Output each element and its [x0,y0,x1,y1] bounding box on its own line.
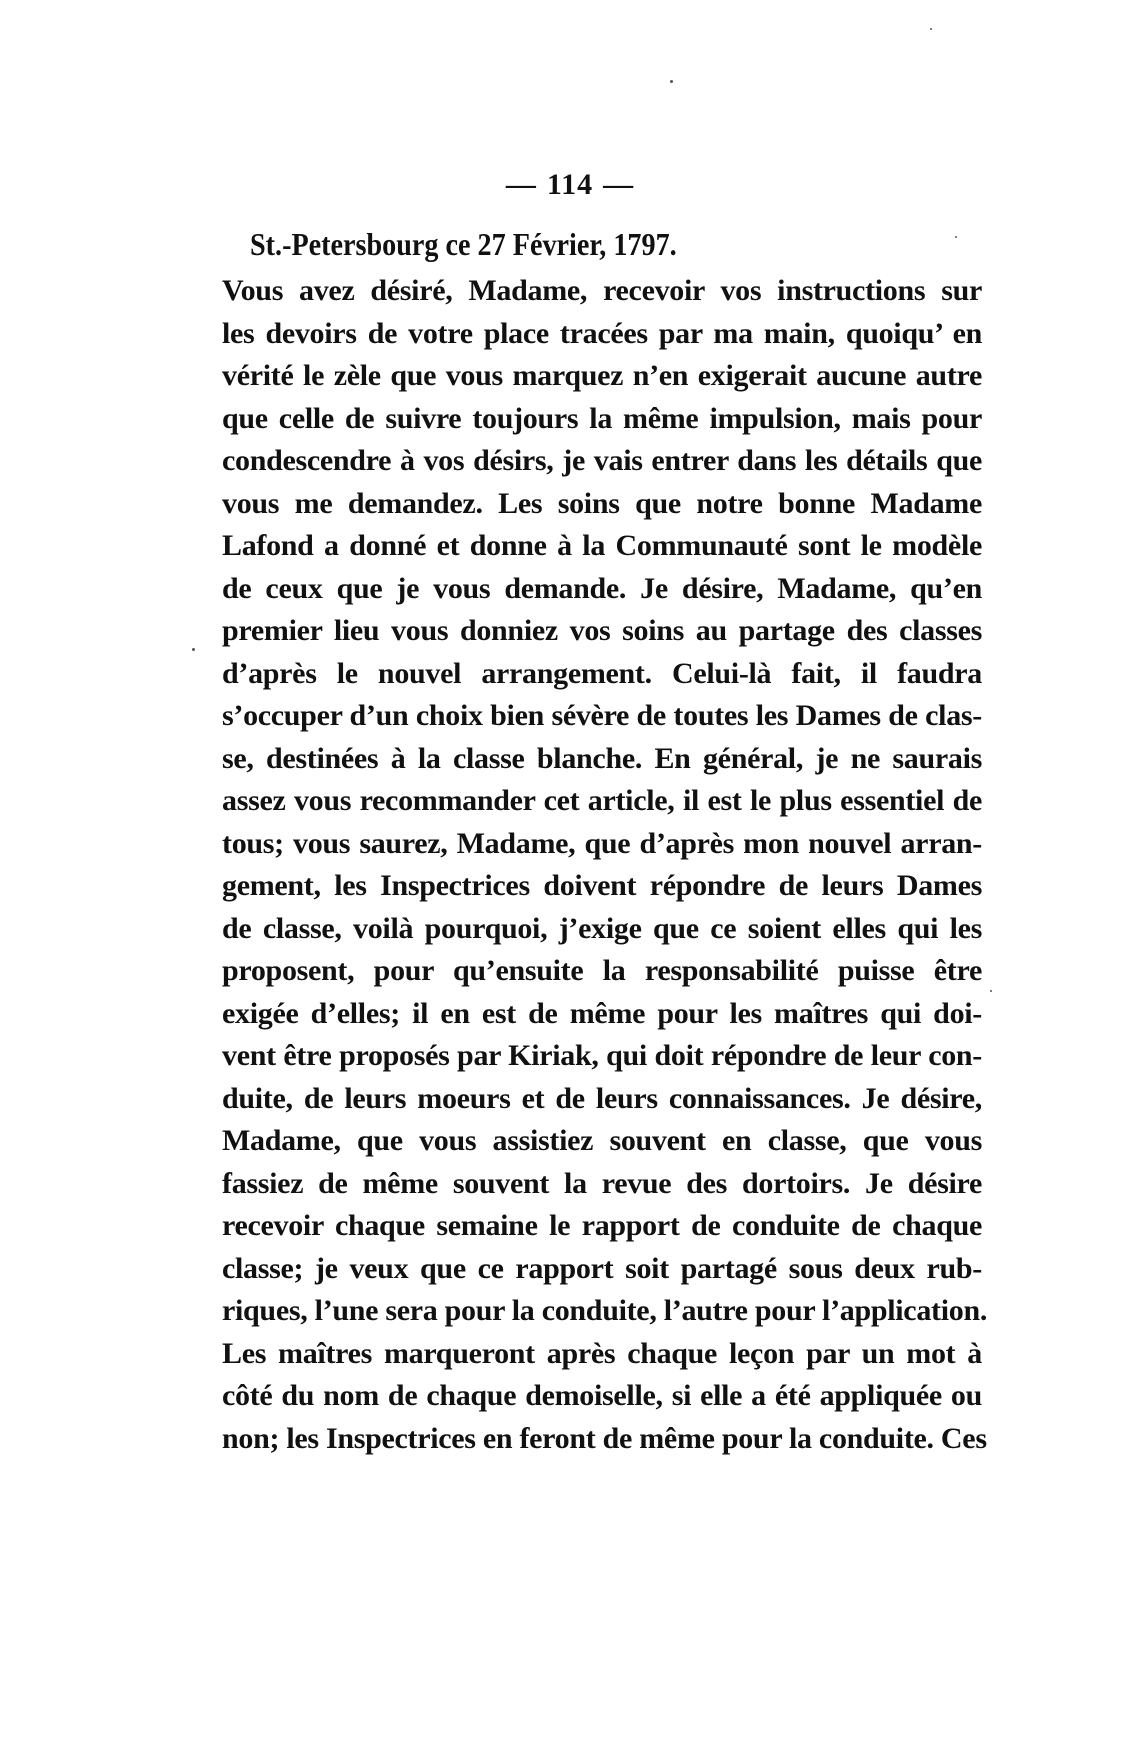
text-line: vérité le zèle que vous marquez n’en exigerait aucune autre [222,359,982,392]
scan-speck [192,648,195,651]
text-line: Les maîtres marqueront après chaque leçon par un mot à [222,1336,982,1370]
text-line: vous me demandez. Les soins que notre bonne Madame [222,486,982,520]
text-line: non; les Inspectrices en feront de même pour la conduite. Ces [222,1421,987,1455]
text-line: d’après le nouvel arrangement. Celui-là fait, il faudra [222,656,982,690]
text-line: les devoirs de votre place tracées par ma main, quoiqu’ en [222,316,982,350]
text-line: assez vous recommander cet article, il est le plus essentiel de [222,784,982,817]
scan-speck [670,80,673,83]
text-line: côté du nom de chaque demoiselle, si elle a été appliquée ou [222,1379,982,1412]
text-line: premier lieu vous donniez vos soins au partage des classes [222,614,982,647]
text-line: Lafond a donné et donne à la Communauté sont le modèle [222,529,982,562]
text-line: gement, les Inspectrices doivent répondre de leurs Dames [222,869,982,902]
header-dash-left: — [505,168,537,201]
text-line: recevoir chaque semaine le rapport de conduite de chaque [222,1209,982,1242]
text-line: vent être proposés par Kiriak, qui doit répondre de leur con- [222,1039,982,1072]
scan-speck [930,28,932,30]
text-line: riques, l’une sera pour la conduite, l’autre pour l’application. [222,1294,988,1327]
text-line: proposent, pour qu’ensuite la responsabilité puisse être [222,954,982,987]
text-line: se, destinées à la classe blanche. En général, je ne saurais [222,741,982,775]
text-line: tous; vous saurez, Madame, que d’après mon nouvel arran- [222,826,982,860]
text-line: Vous avez désiré, Madame, recevoir vos instructions sur [222,274,982,307]
header-dash-right: — [603,168,635,201]
text-line: de ceux que je vous demande. Je désire, Madame, qu’en [222,571,982,605]
text-line: classe; je veux que ce rapport soit partagé sous deux rub- [222,1251,982,1285]
letter-body [222,270,988,1460]
page-number-header [0,168,1140,202]
scan-speck [955,236,957,238]
page-number: 114 [546,168,594,201]
text-line: que celle de suivre toujours la même impulsion, mais pour [222,401,982,435]
text-line: Madame, que vous assistiez souvent en classe, que vous [222,1124,982,1157]
text-line: fassiez de même souvent la revue des dortoirs. Je désire [222,1166,982,1200]
scan-speck [990,990,992,992]
letter-dateline: St.-Petersbourg ce 27 Février, 1797. [250,226,677,262]
text-line: exigée d’elles; il en est de même pour les maîtres qui doi- [222,996,982,1030]
text-line: de classe, voilà pourquoi, j’exige que ce soient elles qui les [222,911,982,945]
text-line: duite, de leurs moeurs et de leurs connaissances. Je désire, [222,1081,982,1115]
text-line: s’occuper d’un choix bien sévère de toutes les Dames de clas- [222,699,982,732]
text-line: condescendre à vos désirs, je vais entrer dans les détails que [222,444,982,477]
